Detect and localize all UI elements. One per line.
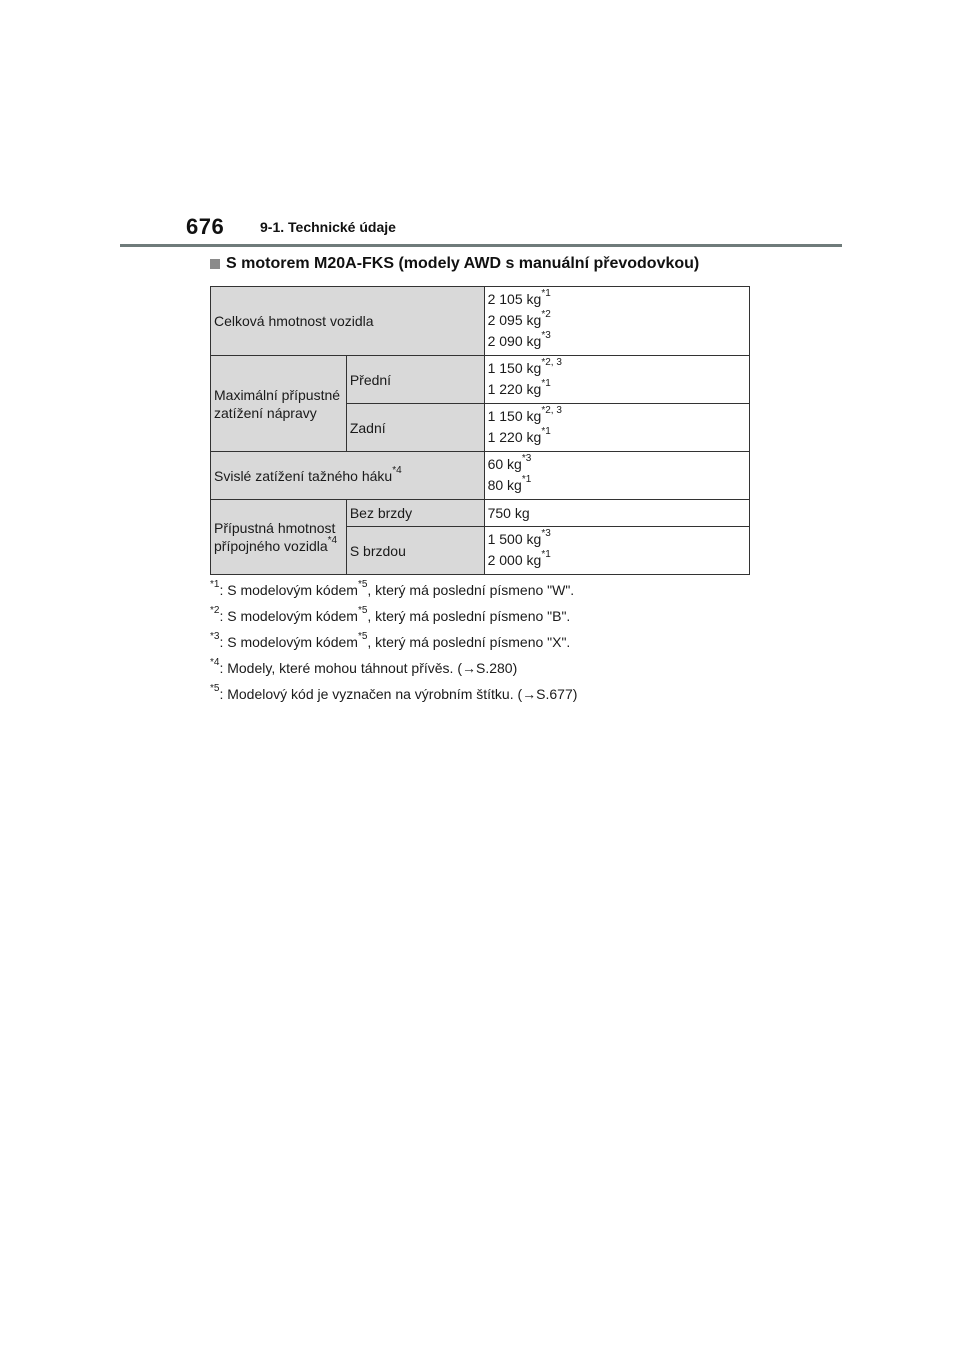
value-line: 80 $kg^{*1}$ — [487, 473, 532, 493]
tow-hitch-label: Svislé zatížení tažného háku$^{*4}$ — [211, 452, 485, 500]
value-line: 2 095 $kg^{*2}$ — [487, 308, 551, 328]
page-number: 676 — [186, 214, 225, 239]
section-heading — [210, 255, 699, 273]
table-row — [211, 287, 750, 356]
value-line: 1 220 $kg^{*1}$ — [487, 425, 551, 445]
section-title: S motorem M20A-FKS (modely AWD s manuální převodovkou) — [226, 255, 700, 272]
axle-front-values — [484, 356, 749, 404]
trailer-label: Přípustná hmotnost přípojného vozidla$^{*4}$ — [211, 500, 347, 575]
table-row — [211, 500, 750, 527]
axle-rear-label: Zadní — [346, 404, 484, 452]
footnote: $^{*5}$: Modelový kód je vyznačen na výrobním štítku. (→S.677) — [210, 683, 578, 702]
chapter-title: 9-1. Technické údaje — [260, 219, 396, 235]
square-bullet-icon — [210, 259, 220, 269]
header-rule — [120, 244, 842, 247]
page-reference-link[interactable]: →S.677) — [522, 686, 578, 702]
axle-load-label: Maximální přípustné zatížení nápravy — [211, 356, 347, 452]
value-line: 1 150 kg$^{*2, 3}$ — [487, 356, 562, 376]
axle-front-label: Přední — [346, 356, 484, 404]
total-weight-values — [484, 287, 749, 356]
specs-table — [210, 286, 750, 575]
value-line: 1 150 kg$^{*2, 3}$ — [487, 404, 562, 424]
footnote: $^{*3}$: S modelovým kódem$^{*5}$, který má poslední písmeno "X". — [210, 631, 571, 650]
footnotes — [210, 579, 770, 712]
trailer-braked-values — [484, 527, 749, 575]
footnote: $^{*1}$: S modelovým kódem$^{*5}$, který má poslední písmeno "W". — [210, 579, 575, 598]
footnote: $^{*4}$: Modely, které mohou táhnout přívěs. (→S.280) — [210, 657, 518, 676]
value-line: 1 220 $kg^{*1}$ — [487, 377, 551, 397]
trailer-unbraked-label: Bez brzdy — [346, 500, 484, 527]
axle-rear-values — [484, 404, 749, 452]
trailer-braked-label: S brzdou — [346, 527, 484, 575]
tow-hitch-values — [484, 452, 749, 500]
table-row — [211, 452, 750, 500]
footnote: $^{*2}$: S modelovým kódem$^{*5}$, který má poslední písmeno "B". — [210, 605, 571, 624]
value-line: 2 090 $kg^{*3}$ — [487, 329, 551, 349]
page-reference-link[interactable]: →S.280) — [461, 660, 518, 676]
value-line: 2 105 $kg^{*1}$ — [487, 287, 551, 307]
table-row — [211, 356, 750, 404]
value-line: 2 000 $kg^{*1}$ — [487, 548, 551, 568]
value-line: 1 500 $kg^{*3}$ — [487, 527, 551, 547]
value-line: 60 $kg^{*3}$ — [487, 452, 532, 472]
trailer-unbraked-value: 750 kg — [484, 500, 749, 527]
total-weight-label: Celková hmotnost vozidla — [211, 287, 485, 356]
